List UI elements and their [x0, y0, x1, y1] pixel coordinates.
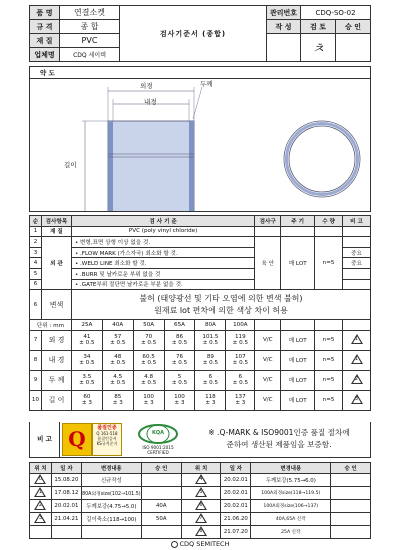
pipe-socket-drawing — [30, 79, 370, 211]
revision-triangle-icon: 4 — [195, 474, 207, 484]
q-mark-text-box: 품질인증 Q 161-518 품질인증서 KS규격준거 — [92, 423, 122, 456]
table-row: 1 17.08.12 80A외경size(102→101.5) 5 20.02.01 100A외경size(118→119.5) — [30, 487, 371, 500]
revision-triangle-icon: 1 — [34, 487, 46, 497]
drawing-section-label: 약 도 — [40, 69, 55, 77]
table-row: 5 • .BURR 및 날카로운 부위 없을 것 — [30, 268, 371, 279]
table-row: 3 • .FLOW MARK (가스자국) 최소화 할 것. 중요 — [30, 247, 371, 258]
unit-label: 단위 : mm — [30, 320, 72, 331]
visual-qty: n=5 — [315, 237, 343, 290]
document-header — [29, 5, 371, 62]
col-header-tool: 검사구 — [255, 216, 281, 227]
table-row: 6 변색 불허 (태양광선 및 기타 오염에 의한 변색 불허) 원재료 lot 편차에 의한 색상 차이 허용 — [30, 290, 371, 320]
color-item-label: 변색 — [41, 290, 71, 320]
revision-triangle-icon: 2 — [34, 500, 46, 510]
length-label: 길이 — [64, 161, 77, 169]
revision-triangle-icon: 1 — [351, 334, 363, 344]
mgmt-number-label: 관리번호 — [267, 6, 301, 20]
product-name-label: 품 명 — [30, 6, 60, 20]
table-row: 9 두 께 3.5 ± 0.5 4.5 ± 0.5 4.8 ± 0.5 5 ± 0.5 6 ± 0.5 6 ± 0.5 V/C 매 LOT n=5 2 — [30, 370, 371, 390]
table-row: 3 21.04.21 길이축소(118→100) 50A 7 21.06.20 40A,65A 신작 — [30, 513, 371, 526]
revision-triangle-icon: 0 — [34, 474, 46, 484]
outer-diameter-label: 외경 — [140, 82, 153, 90]
visual-cycle: 매 LOT — [281, 237, 315, 290]
revision-triangle-icon: 7 — [195, 513, 207, 523]
remarks-section — [29, 422, 371, 458]
col-header-no: 순 — [30, 216, 42, 227]
table-row: 0 15.08.20 신규작성 4 20.02.01 두께보강(5.75→6.0) — [30, 474, 371, 487]
spec-value: 종 합 — [60, 20, 120, 34]
col-header-criteria: 검 사 기 준 — [71, 216, 254, 227]
inspection-spec-table — [29, 215, 371, 411]
company-label: 업체명 — [30, 48, 60, 62]
revision-history-table: 위 치 일 자 변경내용 승 인 위 치 일 자 변경내용 승 인 0 15.08.20 신규작성 4 20.02.01 두께보강(5.75→6.0) 1 17.08.12 80A외경size(102→101.5) 5 20.02.01 100A외경size(118→119.5) 2 20.02.01 두께보강(4.75→5.0) 40A 6 20.02.01 100A외경size(106→137) 3 21.04.21 길이축소(118→100) 50A 7 21.06.20 40A,65A 신작 8 21.07.20 25A 신작 — [29, 462, 371, 539]
drawing-area — [29, 66, 371, 212]
q-mark-logo: Q — [62, 423, 92, 456]
col-header-item: 검사항목 — [41, 216, 71, 227]
footer-company: CDQ SEMITECH — [0, 540, 400, 548]
sign-approve-box — [336, 34, 371, 62]
sign-author-header: 작 성 — [267, 20, 301, 34]
thickness-label: 두께 — [200, 80, 213, 88]
table-row: 4 • .WELD LINE 최소화 할 것. 중요 — [30, 258, 371, 269]
table-row: 10 길 이 60 ± 3 85 ± 3 100 ± 3 100 ± 3 118 ± 3 137 ± 3 V/C 매 LOT n=5 3 — [30, 390, 371, 410]
product-name-value: 연결소켓 — [60, 6, 120, 20]
table-row: 6 • .GATE부위 절단면 날카로운 부분 없을 것. — [30, 279, 371, 290]
table-row: 8 내 경 34 ± 0.5 48 ± 0.5 60.5 ± 0.5 76 ± 0.5 89 ± 0.5 107 ± 0.5 V/C 매 LOT n=5 1 — [30, 350, 371, 370]
table-row: 7 외 경 41 ± 0.5 57 ± 0.5 70 ± 0.5 86 ± 0.5 101.5 ± 0.5 119 ± 0.5 V/C 매 LOT n=5 1 — [30, 330, 371, 350]
col-header-cycle: 주 기 — [281, 216, 315, 227]
sign-review-box — [301, 34, 336, 62]
document-title: 검사기준서 (종합) — [120, 6, 267, 62]
material-value: PVC — [60, 34, 120, 48]
company-value: CDQ 세이텍 — [60, 48, 120, 62]
company-logo-icon — [171, 541, 178, 548]
signature-mark: ㅊ — [311, 40, 325, 57]
spec-label: 규 격 — [30, 20, 60, 34]
revision-triangle-icon: 8 — [195, 526, 207, 536]
visual-item-label: 외 관 — [41, 237, 71, 290]
col-header-remark: 비 고 — [343, 216, 371, 227]
col-header-qty: 수 량 — [315, 216, 343, 227]
remarks-label: 비 고 — [30, 422, 60, 457]
revision-triangle-icon: 5 — [195, 487, 207, 497]
revision-triangle-icon: 3 — [351, 394, 363, 404]
table-row: 2 20.02.01 두께보강(4.75→5.0) 40A 6 20.02.01 100A외경size(106→137) — [30, 500, 371, 513]
table-row: 단위 : mm 25A 40A 50A 65A 80A 100A — [30, 320, 371, 331]
table-row: 8 21.07.20 25A 신작 — [30, 526, 371, 539]
sign-approve-header: 승 인 — [336, 20, 371, 34]
table-row: 1 재 질 PVC (poly vinyl chloride) — [30, 226, 371, 237]
mgmt-number-value: CDQ-SO-02 — [301, 6, 371, 20]
revision-triangle-icon: 2 — [351, 374, 363, 384]
sign-author-box — [267, 34, 301, 62]
revision-triangle-icon: 1 — [351, 354, 363, 364]
inner-diameter-label: 내경 — [144, 98, 157, 106]
iso-9001-logo: KQA ISO 9001:2015 CERTIFIED — [133, 423, 183, 456]
sign-review-header: 검 토 — [301, 20, 336, 34]
revision-triangle-icon: 3 — [34, 513, 46, 523]
material-label: 재 질 — [30, 34, 60, 48]
table-row: 2 외 관 • 변형,표면 상형 이상 없을 것. 육 안 매 LOT n=5 — [30, 237, 371, 248]
color-criteria: 불허 (태양광선 및 기타 오염에 의한 변색 불허) 원재료 lot 편차에 의한 색상 차이 허용 — [71, 290, 370, 320]
revision-triangle-icon: 6 — [195, 500, 207, 510]
visual-tool: 육 안 — [255, 237, 281, 290]
certification-note: ※ .Q-MARK & ISO9001인증 품질 절차에 준하여 생산된 제품임을 보증함. — [208, 428, 350, 450]
